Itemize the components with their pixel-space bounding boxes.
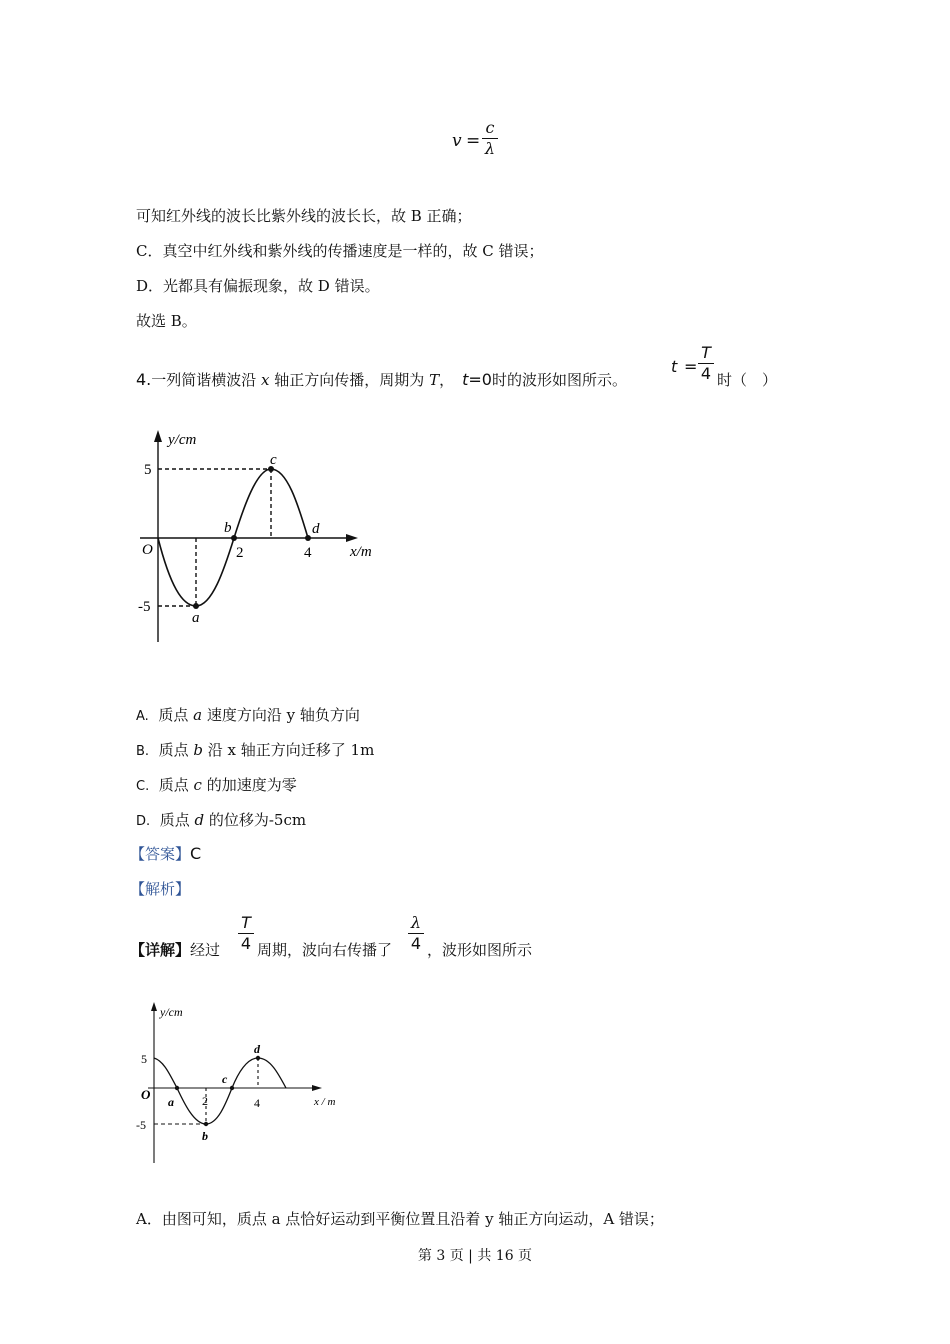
tick-y-5: 5 [141,1052,147,1066]
y-axis-arrow [151,1002,157,1011]
point-b-dot [231,535,237,541]
label-b: b [202,1129,208,1143]
x-axis-label: x/m [350,544,372,560]
tick-y-neg5: -5 [138,599,151,615]
label-b: b [224,520,232,536]
wave-graph-2 [130,995,360,1170]
x-axis-label: x / m [314,1096,336,1108]
answer-label: 【答案】 [130,845,191,863]
point-d-dot [305,535,311,541]
text-line-2: C．真空中红外线和紫外线的传播速度是一样的，故 C 错误； [136,242,544,260]
analysis-label: 【解析】 [130,880,191,898]
y-axis-arrow [154,430,162,442]
answer-line [130,843,201,864]
question-tail: 时（ ） [717,371,778,389]
x-axis-arrow [346,534,358,542]
label-a: a [192,610,200,626]
point-a-dot [193,603,199,609]
formula-lhs: v [452,131,462,151]
text-line-1: 可知红外线的波长比紫外线的波长长，故 B 正确； [136,207,472,225]
y-axis-label: y/cm [160,1005,183,1019]
detail-text-b: 周期，波向右传播了 [257,941,393,959]
label-c: c [222,1072,228,1086]
question-frac-lhs: t [671,357,678,376]
label-d: d [254,1042,260,1056]
tick-x-4: 4 [254,1096,260,1110]
detail-fraction-2: λ 4 [408,914,424,953]
question-fraction: T 4 [698,344,714,383]
wave-graph-1 [120,420,390,650]
question-frac-eq: = [684,357,698,376]
origin-label: O [141,1087,151,1102]
text-line-4: 故选 B。 [136,312,197,330]
answer-value: C [190,844,202,863]
label-a: a [168,1095,174,1109]
point-a-dot [175,1086,179,1090]
detail-fraction-1: T 4 [238,914,254,953]
y-axis-label: y/cm [168,432,197,448]
detail-text-c: ，波形如图所示 [427,941,533,959]
point-c-dot [230,1086,234,1090]
formula-eq: = [466,131,481,151]
text-line-after: A．由图可知，质点 a 点恰好运动到平衡位置且沿着 y 轴正方向运动，A 错误； [136,1210,664,1228]
tick-x-2: 2 [202,1094,208,1108]
formula-fraction: c λ [482,119,498,158]
label-d: d [312,521,320,537]
page-footer: 第 3 页 | 共 16 页 [417,1248,533,1264]
tick-x-4: 4 [304,545,312,561]
x-axis-arrow [312,1085,322,1091]
option-d: D. 质点 d 的位移为-5cm [136,811,307,829]
question-number: 4. [136,370,152,389]
option-c: C. 质点 c 的加速度为零 [136,776,297,794]
tick-y-neg5: -5 [136,1118,146,1132]
point-d-dot [256,1056,260,1060]
tick-y-5: 5 [144,462,152,478]
point-b-dot [204,1122,208,1126]
text-line-3: D．光都具有偏振现象，故 D 错误。 [136,277,380,295]
question-stem: 4.一列简谐横波沿 x 轴正方向传播，周期为 T， t=0时的波形如图所示。 [136,370,627,389]
option-a: A. 质点 a 速度方向沿 y 轴负方向 [136,706,360,724]
option-b: B. 质点 b 沿 x 轴正方向迁移了 1m [136,741,375,759]
origin-label: O [142,542,153,558]
label-c: c [270,452,277,468]
detail-label: 【详解】经过 [130,941,221,959]
tick-x-2: 2 [236,545,244,561]
wave-curve [154,1058,286,1124]
